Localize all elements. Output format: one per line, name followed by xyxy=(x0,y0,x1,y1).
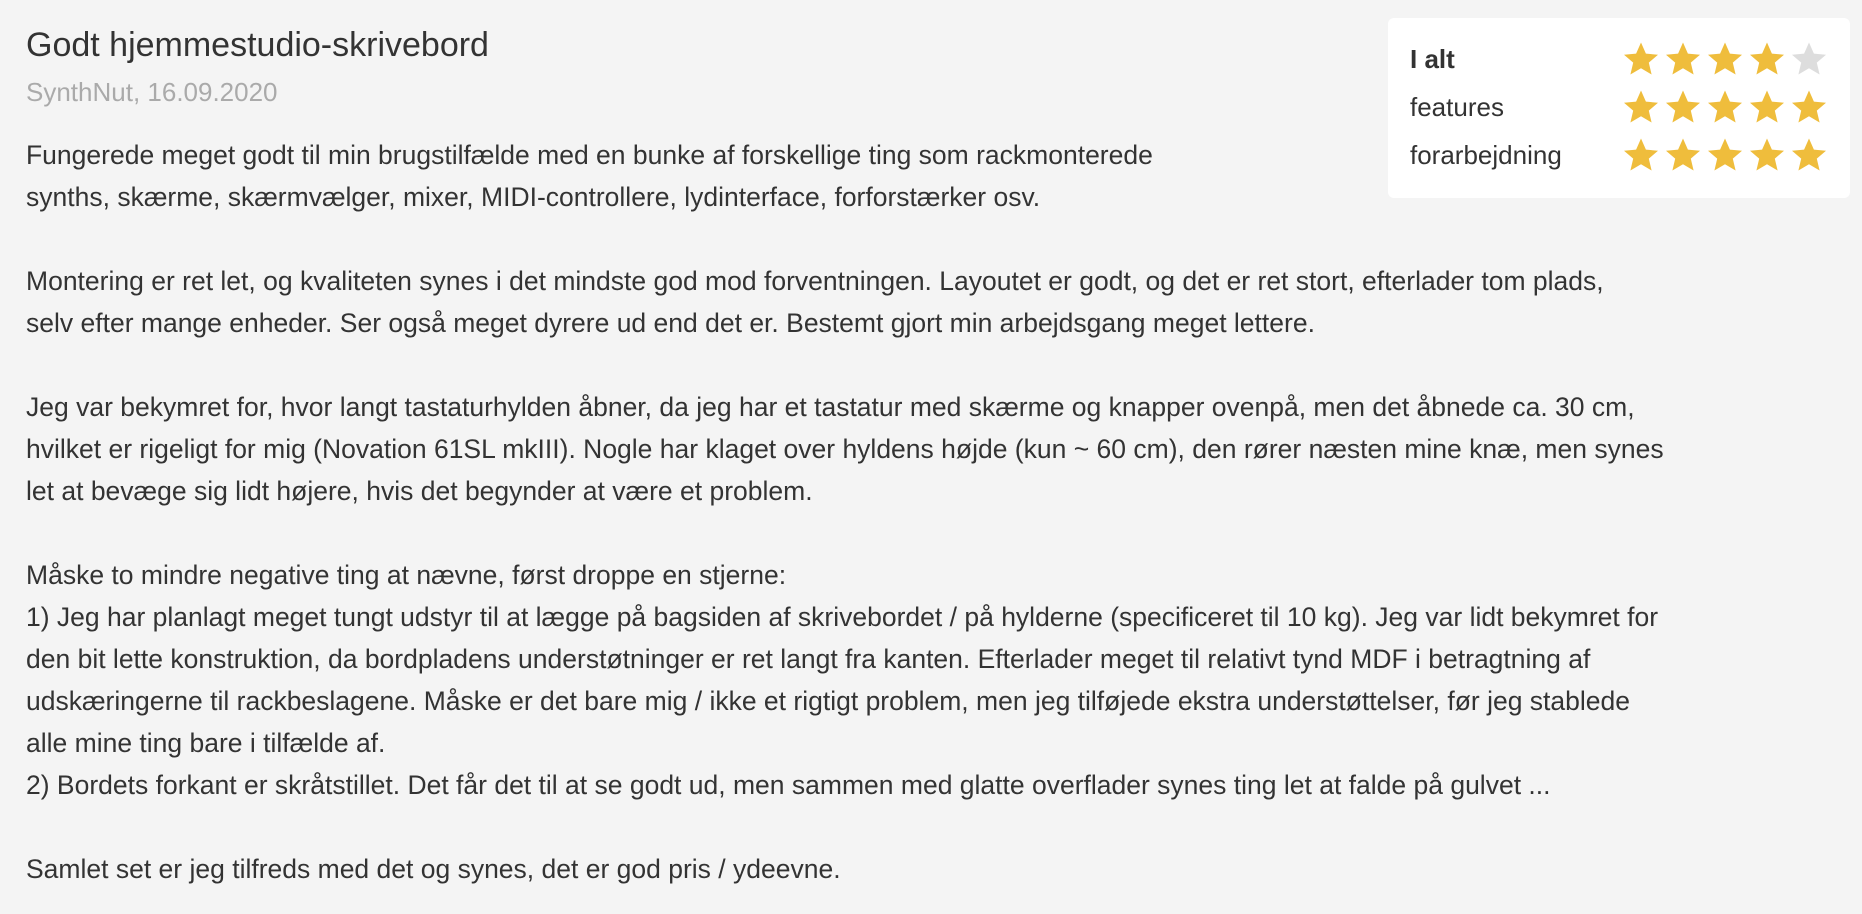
star-filled-icon xyxy=(1622,40,1660,78)
rating-row-features xyxy=(1410,83,1828,131)
star-filled-icon xyxy=(1790,88,1828,126)
paragraph-gap xyxy=(26,344,1826,386)
star-filled-icon xyxy=(1790,136,1828,174)
review-text-line: den bit lette konstruktion, da bordpladens understøtninger er ret langt fra kanten. Efterlader meget til relativt tynd MDF i betragtning af xyxy=(26,644,1591,674)
rating-label: I alt xyxy=(1410,43,1455,74)
review-title: Godt hjemmestudio-skrivebord xyxy=(26,26,489,64)
rating-row-overall xyxy=(1410,35,1828,83)
star-filled-icon xyxy=(1664,136,1702,174)
star-filled-icon xyxy=(1706,136,1744,174)
star-filled-icon xyxy=(1622,88,1660,126)
star-filled-icon xyxy=(1622,136,1660,174)
paragraph-gap xyxy=(26,512,1826,554)
paragraph-gap xyxy=(26,218,1826,260)
star-filled-icon xyxy=(1748,88,1786,126)
star-empty-icon xyxy=(1790,40,1828,78)
paragraph-gap xyxy=(26,806,1826,848)
star-rating xyxy=(1622,136,1828,174)
review-author-date: SynthNut, 16.09.2020 xyxy=(26,77,278,107)
star-filled-icon xyxy=(1706,40,1744,78)
review-text-line: Fungerede meget godt til min brugstilfælde med en bunke af forskellige ting som rackmonterede xyxy=(26,140,1153,170)
review-text-line: let at bevæge sig lidt højere, hvis det begynder at være et problem. xyxy=(26,476,813,506)
rating-row-workmanship xyxy=(1410,131,1828,179)
review-text-line: synths, skærme, skærmvælger, mixer, MIDI-controllere, lydinterface, forforstærker osv. xyxy=(26,182,1041,212)
review-text-line: Jeg var bekymret for, hvor langt tastaturhylden åbner, da jeg har et tastatur med skærme og knapper ovenpå, men det åbnede ca. 30 cm, xyxy=(26,392,1635,422)
review-text-line: Måske to mindre negative ting at nævne, først droppe en stjerne: xyxy=(26,560,787,590)
star-filled-icon xyxy=(1748,136,1786,174)
star-rating xyxy=(1622,88,1828,126)
star-filled-icon xyxy=(1664,88,1702,126)
review-text-line: hvilket er rigeligt for mig (Novation 61SL mkIII). Nogle har klaget over hyldens højde (kun ~ 60 cm), den rører næsten mine knæ, men synes xyxy=(26,434,1664,464)
rating-label: features xyxy=(1410,91,1504,122)
review-text-line: selv efter mange enheder. Ser også meget dyrere ud end det er. Bestemt gjort min arbejdsgang meget lettere. xyxy=(26,308,1315,338)
review-text-line: Samlet set er jeg tilfreds med det og synes, det er god pris / ydeevne. xyxy=(26,854,841,884)
review-body xyxy=(26,134,1826,890)
star-filled-icon xyxy=(1664,40,1702,78)
review-text-line: 2) Bordets forkant er skråtstillet. Det får det til at se godt ud, men sammen med glatte overflader synes ting let at falde på gulvet ... xyxy=(26,770,1551,800)
review-text-line: udskæringerne til rackbeslagene. Måske er det bare mig / ikke et rigtigt problem, men jeg tilføjede ekstra understøttelser, før jeg stablede xyxy=(26,686,1631,716)
rating-label: forarbejdning xyxy=(1410,139,1562,170)
review-text-line: Montering er ret let, og kvaliteten synes i det mindste god mod forventningen. Layoutet er godt, og det er ret stort, efterlader tom plads, xyxy=(26,266,1604,296)
ratings-panel xyxy=(1388,18,1850,198)
star-filled-icon xyxy=(1706,88,1744,126)
review-text-line: 1) Jeg har planlagt meget tungt udstyr til at lægge på bagsiden af skrivebordet / på hylderne (specificeret til 10 kg). Jeg var lidt bekymret for xyxy=(26,602,1659,632)
star-filled-icon xyxy=(1748,40,1786,78)
star-rating xyxy=(1622,40,1828,78)
review-text-line: alle mine ting bare i tilfælde af. xyxy=(26,728,386,758)
